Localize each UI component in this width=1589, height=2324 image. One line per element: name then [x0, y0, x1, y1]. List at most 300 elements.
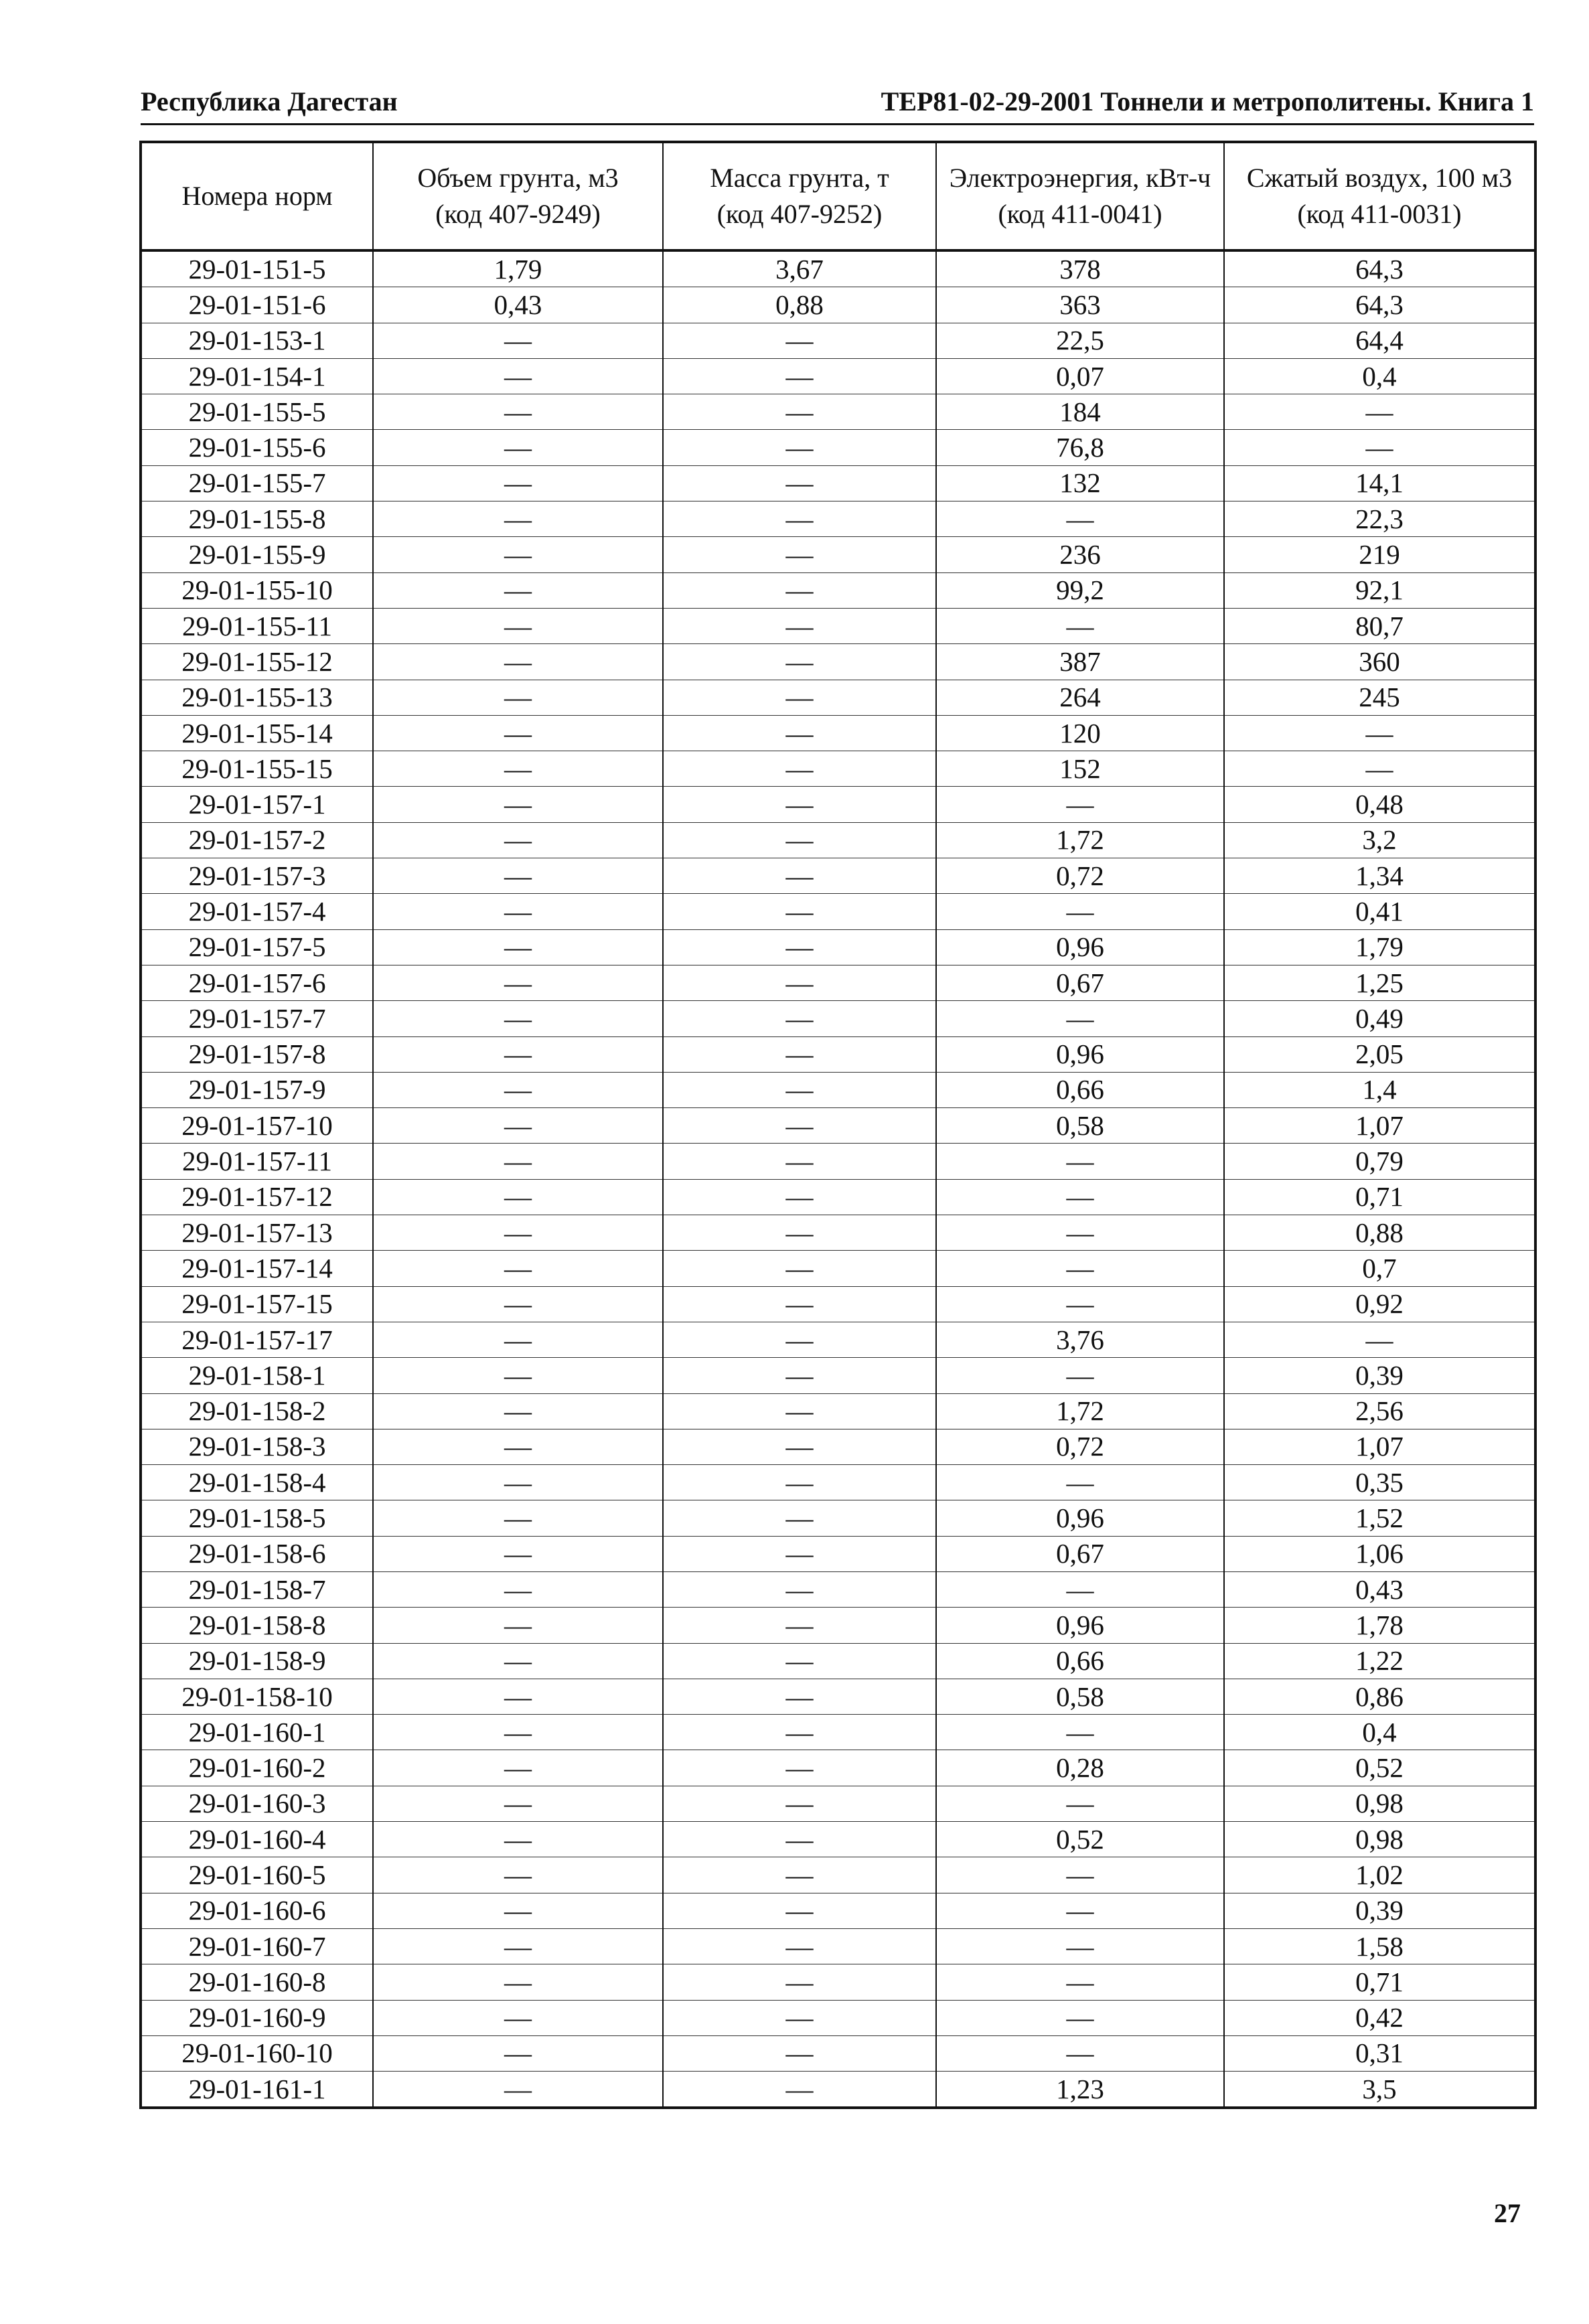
- table-row: [141, 1893, 1535, 1928]
- soil-volume-cell: —: [373, 608, 663, 643]
- compressed-air-cell: 1,58: [1224, 1928, 1535, 1964]
- soil-mass-cell: —: [663, 965, 936, 1000]
- soil-mass-cell: —: [663, 1358, 936, 1393]
- page-number: 27: [1494, 2198, 1521, 2228]
- table-row: [141, 250, 1535, 287]
- compressed-air-cell: 0,7: [1224, 1251, 1535, 1286]
- electricity-cell: —: [936, 1928, 1224, 1964]
- electricity-cell: 387: [936, 644, 1224, 680]
- soil-volume-cell: —: [373, 680, 663, 715]
- norm-number-cell: 29-01-154-1: [141, 358, 373, 394]
- norm-number-cell: 29-01-157-17: [141, 1322, 373, 1357]
- soil-volume-cell: —: [373, 1822, 663, 1857]
- table-row: [141, 1608, 1535, 1643]
- compressed-air-cell: 64,4: [1224, 323, 1535, 358]
- soil-volume-cell: —: [373, 1643, 663, 1679]
- table-row: [141, 2035, 1535, 2071]
- electricity-cell: 22,5: [936, 323, 1224, 358]
- table-row: [141, 323, 1535, 358]
- soil-volume-cell: —: [373, 1322, 663, 1357]
- compressed-air-cell: 0,71: [1224, 1179, 1535, 1215]
- compressed-air-cell: 0,43: [1224, 1571, 1535, 1607]
- norm-number-cell: 29-01-161-1: [141, 2072, 373, 2108]
- norm-number-cell: 29-01-160-7: [141, 1928, 373, 1964]
- electricity-cell: —: [936, 1786, 1224, 1821]
- electricity-cell: —: [936, 1001, 1224, 1036]
- norm-number-cell: 29-01-157-3: [141, 858, 373, 894]
- table-row: [141, 1679, 1535, 1714]
- soil-mass-cell: —: [663, 929, 936, 965]
- compressed-air-cell: 3,5: [1224, 2072, 1535, 2108]
- norm-number-cell: 29-01-157-8: [141, 1036, 373, 1072]
- soil-mass-cell: —: [663, 358, 936, 394]
- compressed-air-cell: —: [1224, 394, 1535, 430]
- compressed-air-cell: 1,79: [1224, 929, 1535, 965]
- column-header-code: (код 407-9249): [435, 199, 601, 229]
- table-row: [141, 1750, 1535, 1786]
- column-header-label: Масса грунта, т: [710, 163, 889, 193]
- soil-mass-cell: —: [663, 680, 936, 715]
- soil-volume-cell: —: [373, 394, 663, 430]
- electricity-cell: —: [936, 1251, 1224, 1286]
- compressed-air-cell: 0,4: [1224, 1715, 1535, 1750]
- norm-number-cell: 29-01-157-9: [141, 1072, 373, 1107]
- compressed-air-cell: 1,4: [1224, 1072, 1535, 1107]
- electricity-cell: —: [936, 1215, 1224, 1251]
- soil-volume-cell: —: [373, 1036, 663, 1072]
- norm-number-cell: 29-01-157-14: [141, 1251, 373, 1286]
- soil-volume-cell: —: [373, 751, 663, 787]
- table-row: [141, 1571, 1535, 1607]
- soil-volume-cell: —: [373, 1429, 663, 1464]
- table-row: [141, 2000, 1535, 2035]
- norm-number-cell: 29-01-158-7: [141, 1571, 373, 1607]
- electricity-cell: —: [936, 1358, 1224, 1393]
- soil-volume-cell: —: [373, 1964, 663, 2000]
- table-row: [141, 1251, 1535, 1286]
- soil-mass-cell: —: [663, 1750, 936, 1786]
- electricity-cell: —: [936, 2035, 1224, 2071]
- column-header-label: Объем грунта, м3: [417, 163, 619, 193]
- soil-mass-cell: —: [663, 1429, 936, 1464]
- column-header-label: Электроэнергия, кВт-ч: [949, 163, 1211, 193]
- norm-number-cell: 29-01-158-9: [141, 1643, 373, 1679]
- table-row: [141, 1393, 1535, 1429]
- soil-mass-cell: —: [663, 1608, 936, 1643]
- compressed-air-cell: 0,41: [1224, 894, 1535, 929]
- compressed-air-cell: 80,7: [1224, 608, 1535, 643]
- electricity-cell: 0,67: [936, 965, 1224, 1000]
- soil-mass-cell: —: [663, 2000, 936, 2035]
- electricity-cell: 0,96: [936, 1608, 1224, 1643]
- electricity-cell: —: [936, 894, 1224, 929]
- electricity-cell: 152: [936, 751, 1224, 787]
- norms-table: [139, 141, 1537, 2109]
- soil-volume-cell: —: [373, 1393, 663, 1429]
- electricity-cell: —: [936, 1715, 1224, 1750]
- norm-number-cell: 29-01-160-3: [141, 1786, 373, 1821]
- soil-volume-cell: —: [373, 1536, 663, 1571]
- soil-volume-cell: —: [373, 715, 663, 751]
- compressed-air-cell: 2,56: [1224, 1393, 1535, 1429]
- soil-mass-cell: —: [663, 1500, 936, 1536]
- soil-volume-cell: —: [373, 2035, 663, 2071]
- column-header-label: Номера норм: [181, 181, 333, 211]
- electricity-cell: 0,28: [936, 1750, 1224, 1786]
- soil-volume-cell: —: [373, 1001, 663, 1036]
- soil-volume-cell: —: [373, 1215, 663, 1251]
- compressed-air-cell: 0,71: [1224, 1964, 1535, 2000]
- soil-volume-cell: —: [373, 894, 663, 929]
- soil-volume-cell: 1,79: [373, 250, 663, 287]
- soil-mass-cell: —: [663, 430, 936, 465]
- soil-volume-cell: —: [373, 1500, 663, 1536]
- soil-mass-cell: —: [663, 751, 936, 787]
- soil-mass-cell: —: [663, 1144, 936, 1179]
- norm-number-cell: 29-01-155-9: [141, 537, 373, 572]
- soil-volume-cell: —: [373, 1144, 663, 1179]
- soil-mass-cell: —: [663, 1893, 936, 1928]
- electricity-cell: 0,66: [936, 1643, 1224, 1679]
- table-row: [141, 1500, 1535, 1536]
- soil-mass-cell: —: [663, 1964, 936, 2000]
- table-row: [141, 1215, 1535, 1251]
- table-row: [141, 358, 1535, 394]
- soil-mass-cell: —: [663, 715, 936, 751]
- soil-mass-cell: —: [663, 822, 936, 858]
- norm-number-cell: 29-01-155-14: [141, 715, 373, 751]
- electricity-cell: 0,58: [936, 1679, 1224, 1714]
- column-header-soil-mass: [663, 142, 936, 250]
- electricity-cell: 0,96: [936, 1036, 1224, 1072]
- compressed-air-cell: 0,49: [1224, 1001, 1535, 1036]
- soil-mass-cell: —: [663, 1179, 936, 1215]
- column-header-soil-volume: [373, 142, 663, 250]
- norm-number-cell: 29-01-160-1: [141, 1715, 373, 1750]
- compressed-air-cell: 22,3: [1224, 501, 1535, 537]
- norm-number-cell: 29-01-158-8: [141, 1608, 373, 1643]
- table-row: [141, 1179, 1535, 1215]
- electricity-cell: 0,66: [936, 1072, 1224, 1107]
- table-row: [141, 287, 1535, 323]
- electricity-cell: 378: [936, 250, 1224, 287]
- electricity-cell: —: [936, 1857, 1224, 1893]
- soil-mass-cell: —: [663, 1215, 936, 1251]
- electricity-cell: 120: [936, 715, 1224, 751]
- soil-volume-cell: —: [373, 1750, 663, 1786]
- norm-number-cell: 29-01-157-15: [141, 1286, 373, 1322]
- electricity-cell: 1,23: [936, 2072, 1224, 2108]
- compressed-air-cell: 0,86: [1224, 1679, 1535, 1714]
- table-row: [141, 965, 1535, 1000]
- soil-volume-cell: —: [373, 1251, 663, 1286]
- compressed-air-cell: 360: [1224, 644, 1535, 680]
- norm-number-cell: 29-01-158-2: [141, 1393, 373, 1429]
- table-row: [141, 394, 1535, 430]
- compressed-air-cell: 0,52: [1224, 1750, 1535, 1786]
- electricity-cell: 363: [936, 287, 1224, 323]
- table-row: [141, 1001, 1535, 1036]
- compressed-air-cell: —: [1224, 430, 1535, 465]
- header-region: Республика Дагестан: [141, 86, 398, 117]
- soil-mass-cell: —: [663, 1822, 936, 1857]
- norm-number-cell: 29-01-160-10: [141, 2035, 373, 2071]
- soil-mass-cell: —: [663, 572, 936, 608]
- soil-mass-cell: —: [663, 1786, 936, 1821]
- soil-mass-cell: —: [663, 1072, 936, 1107]
- table-row: [141, 1715, 1535, 1750]
- table-row: [141, 1465, 1535, 1500]
- soil-mass-cell: —: [663, 787, 936, 822]
- soil-mass-cell: —: [663, 1536, 936, 1571]
- soil-mass-cell: —: [663, 1001, 936, 1036]
- norm-number-cell: 29-01-160-6: [141, 1893, 373, 1928]
- electricity-cell: 0,72: [936, 858, 1224, 894]
- soil-volume-cell: —: [373, 323, 663, 358]
- soil-volume-cell: —: [373, 858, 663, 894]
- soil-mass-cell: —: [663, 894, 936, 929]
- electricity-cell: 0,96: [936, 929, 1224, 965]
- electricity-cell: —: [936, 1465, 1224, 1500]
- soil-mass-cell: —: [663, 1857, 936, 1893]
- soil-mass-cell: —: [663, 1928, 936, 1964]
- table-row: [141, 1786, 1535, 1821]
- compressed-air-cell: 0,92: [1224, 1286, 1535, 1322]
- norm-number-cell: 29-01-151-6: [141, 287, 373, 323]
- norm-number-cell: 29-01-160-9: [141, 2000, 373, 2035]
- norm-number-cell: 29-01-157-12: [141, 1179, 373, 1215]
- compressed-air-cell: 2,05: [1224, 1036, 1535, 1072]
- compressed-air-cell: 245: [1224, 680, 1535, 715]
- norm-number-cell: 29-01-155-11: [141, 608, 373, 643]
- norm-number-cell: 29-01-158-6: [141, 1536, 373, 1571]
- norm-number-cell: 29-01-157-2: [141, 822, 373, 858]
- norm-number-cell: 29-01-157-7: [141, 1001, 373, 1036]
- compressed-air-cell: 0,39: [1224, 1358, 1535, 1393]
- compressed-air-cell: 0,98: [1224, 1786, 1535, 1821]
- table-row: [141, 1857, 1535, 1893]
- electricity-cell: —: [936, 1964, 1224, 2000]
- soil-mass-cell: —: [663, 644, 936, 680]
- compressed-air-cell: 92,1: [1224, 572, 1535, 608]
- electricity-cell: —: [936, 1286, 1224, 1322]
- norm-number-cell: 29-01-158-4: [141, 1465, 373, 1500]
- compressed-air-cell: 1,07: [1224, 1429, 1535, 1464]
- table-row: [141, 465, 1535, 501]
- soil-mass-cell: —: [663, 1715, 936, 1750]
- table-row: [141, 537, 1535, 572]
- electricity-cell: —: [936, 1893, 1224, 1928]
- table-row: [141, 1429, 1535, 1464]
- column-header-code: (код 411-0041): [998, 199, 1162, 229]
- soil-volume-cell: —: [373, 358, 663, 394]
- compressed-air-cell: 1,22: [1224, 1643, 1535, 1679]
- electricity-cell: 184: [936, 394, 1224, 430]
- table-row: [141, 1822, 1535, 1857]
- table-row: [141, 608, 1535, 643]
- soil-mass-cell: —: [663, 1036, 936, 1072]
- table-row: [141, 501, 1535, 537]
- soil-volume-cell: —: [373, 929, 663, 965]
- table-row: [141, 572, 1535, 608]
- soil-volume-cell: —: [373, 1893, 663, 1928]
- soil-volume-cell: —: [373, 2000, 663, 2035]
- norm-number-cell: 29-01-155-13: [141, 680, 373, 715]
- compressed-air-cell: 3,2: [1224, 822, 1535, 858]
- soil-volume-cell: —: [373, 644, 663, 680]
- electricity-cell: —: [936, 787, 1224, 822]
- compressed-air-cell: 1,52: [1224, 1500, 1535, 1536]
- compressed-air-cell: 0,39: [1224, 1893, 1535, 1928]
- compressed-air-cell: 0,35: [1224, 1465, 1535, 1500]
- soil-volume-cell: —: [373, 537, 663, 572]
- soil-mass-cell: —: [663, 1571, 936, 1607]
- norm-number-cell: 29-01-157-1: [141, 787, 373, 822]
- norm-number-cell: 29-01-155-8: [141, 501, 373, 537]
- compressed-air-cell: 0,48: [1224, 787, 1535, 822]
- table-row: [141, 1144, 1535, 1179]
- soil-mass-cell: —: [663, 2035, 936, 2071]
- soil-mass-cell: —: [663, 858, 936, 894]
- table-row: [141, 2072, 1535, 2108]
- soil-volume-cell: —: [373, 787, 663, 822]
- compressed-air-cell: 0,42: [1224, 2000, 1535, 2035]
- electricity-cell: 0,07: [936, 358, 1224, 394]
- soil-volume-cell: —: [373, 1608, 663, 1643]
- compressed-air-cell: —: [1224, 751, 1535, 787]
- soil-volume-cell: —: [373, 465, 663, 501]
- soil-mass-cell: —: [663, 2072, 936, 2108]
- norm-number-cell: 29-01-157-5: [141, 929, 373, 965]
- soil-volume-cell: 0,43: [373, 287, 663, 323]
- norm-number-cell: 29-01-155-15: [141, 751, 373, 787]
- electricity-cell: —: [936, 1144, 1224, 1179]
- table-row: [141, 1536, 1535, 1571]
- norm-number-cell: 29-01-158-5: [141, 1500, 373, 1536]
- table-row: [141, 715, 1535, 751]
- table-row: [141, 929, 1535, 965]
- table-row: [141, 822, 1535, 858]
- compressed-air-cell: 0,31: [1224, 2035, 1535, 2071]
- norm-number-cell: 29-01-160-5: [141, 1857, 373, 1893]
- soil-mass-cell: —: [663, 608, 936, 643]
- compressed-air-cell: 0,4: [1224, 358, 1535, 394]
- soil-volume-cell: —: [373, 1072, 663, 1107]
- norm-number-cell: 29-01-160-8: [141, 1964, 373, 2000]
- soil-volume-cell: —: [373, 1465, 663, 1500]
- compressed-air-cell: 1,07: [1224, 1108, 1535, 1144]
- table-header-row: [141, 142, 1535, 250]
- soil-volume-cell: —: [373, 822, 663, 858]
- electricity-cell: 0,72: [936, 1429, 1224, 1464]
- norm-number-cell: 29-01-158-3: [141, 1429, 373, 1464]
- compressed-air-cell: 219: [1224, 537, 1535, 572]
- soil-volume-cell: —: [373, 1571, 663, 1607]
- table-row: [141, 644, 1535, 680]
- soil-volume-cell: —: [373, 572, 663, 608]
- norm-number-cell: 29-01-160-2: [141, 1750, 373, 1786]
- table-row: [141, 894, 1535, 929]
- soil-mass-cell: —: [663, 1286, 936, 1322]
- norm-number-cell: 29-01-157-11: [141, 1144, 373, 1179]
- electricity-cell: 0,58: [936, 1108, 1224, 1144]
- electricity-cell: 0,67: [936, 1536, 1224, 1571]
- soil-volume-cell: —: [373, 1179, 663, 1215]
- electricity-cell: 264: [936, 680, 1224, 715]
- soil-mass-cell: —: [663, 1643, 936, 1679]
- soil-volume-cell: —: [373, 1286, 663, 1322]
- norm-number-cell: 29-01-157-4: [141, 894, 373, 929]
- soil-mass-cell: —: [663, 1679, 936, 1714]
- soil-volume-cell: —: [373, 1786, 663, 1821]
- electricity-cell: 1,72: [936, 822, 1224, 858]
- column-header-label: Сжатый воздух, 100 м3: [1246, 163, 1513, 193]
- table-row: [141, 1108, 1535, 1144]
- compressed-air-cell: 1,34: [1224, 858, 1535, 894]
- soil-volume-cell: —: [373, 1679, 663, 1714]
- table-row: [141, 1036, 1535, 1072]
- soil-mass-cell: 3,67: [663, 250, 936, 287]
- electricity-cell: —: [936, 1571, 1224, 1607]
- norm-number-cell: 29-01-155-5: [141, 394, 373, 430]
- soil-volume-cell: —: [373, 1715, 663, 1750]
- electricity-cell: —: [936, 501, 1224, 537]
- table-row: [141, 1964, 1535, 2000]
- header-document-title: ТЕР81-02-29-2001 Тоннели и метрополитены. Книга 1: [881, 86, 1534, 117]
- table-row: [141, 858, 1535, 894]
- column-header-code: (код 407-9252): [716, 199, 883, 229]
- norm-number-cell: 29-01-157-6: [141, 965, 373, 1000]
- electricity-cell: —: [936, 608, 1224, 643]
- soil-volume-cell: —: [373, 501, 663, 537]
- column-header-compressed-air: [1224, 142, 1535, 250]
- soil-volume-cell: —: [373, 1358, 663, 1393]
- soil-volume-cell: —: [373, 2072, 663, 2108]
- compressed-air-cell: 14,1: [1224, 465, 1535, 501]
- table-row: [141, 1928, 1535, 1964]
- norm-number-cell: 29-01-155-6: [141, 430, 373, 465]
- electricity-cell: 1,72: [936, 1393, 1224, 1429]
- table-body: [141, 250, 1535, 2108]
- soil-volume-cell: —: [373, 1108, 663, 1144]
- table-row: [141, 680, 1535, 715]
- compressed-air-cell: —: [1224, 715, 1535, 751]
- soil-mass-cell: —: [663, 323, 936, 358]
- norm-number-cell: 29-01-155-7: [141, 465, 373, 501]
- table-row: [141, 1643, 1535, 1679]
- electricity-cell: 236: [936, 537, 1224, 572]
- compressed-air-cell: 64,3: [1224, 287, 1535, 323]
- soil-mass-cell: 0,88: [663, 287, 936, 323]
- soil-mass-cell: —: [663, 465, 936, 501]
- electricity-cell: 0,52: [936, 1822, 1224, 1857]
- table-row: [141, 1072, 1535, 1107]
- soil-mass-cell: —: [663, 537, 936, 572]
- soil-mass-cell: —: [663, 1108, 936, 1144]
- compressed-air-cell: 0,98: [1224, 1822, 1535, 1857]
- compressed-air-cell: 0,88: [1224, 1215, 1535, 1251]
- norm-number-cell: 29-01-155-12: [141, 644, 373, 680]
- compressed-air-cell: 1,06: [1224, 1536, 1535, 1571]
- norm-number-cell: 29-01-157-13: [141, 1215, 373, 1251]
- norm-number-cell: 29-01-160-4: [141, 1822, 373, 1857]
- header-divider: [141, 123, 1534, 125]
- compressed-air-cell: 0,79: [1224, 1144, 1535, 1179]
- soil-mass-cell: —: [663, 1465, 936, 1500]
- electricity-cell: 99,2: [936, 572, 1224, 608]
- table-row: [141, 1322, 1535, 1357]
- soil-volume-cell: —: [373, 1928, 663, 1964]
